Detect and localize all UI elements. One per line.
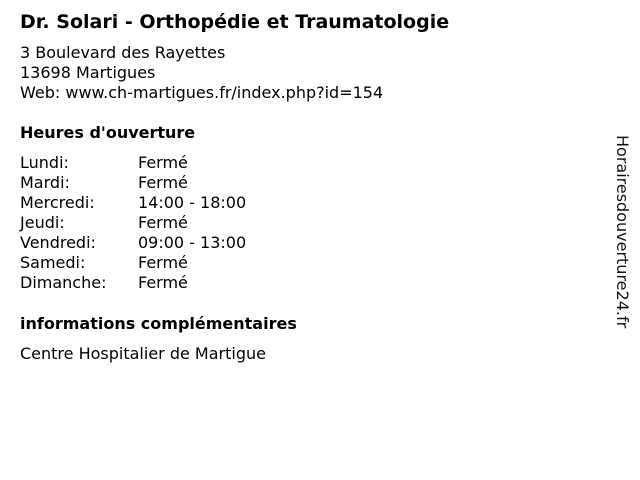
- opening-hours-table: [20, 153, 246, 293]
- day-hours: 09:00 - 13:00: [138, 233, 247, 252]
- city-postal: 13698 Martigues: [20, 63, 156, 82]
- hours-row-saturday: [20, 253, 246, 273]
- day-label: Samedi:: [20, 253, 86, 272]
- hours-row-thursday: [20, 213, 246, 233]
- day-hours: Fermé: [138, 273, 188, 292]
- hours-row-wednesday: [20, 193, 246, 213]
- day-label: Dimanche:: [20, 273, 107, 292]
- day-label: Lundi:: [20, 153, 69, 172]
- day-label: Mercredi:: [20, 193, 95, 212]
- address-block: [20, 43, 383, 103]
- hours-row-sunday: [20, 273, 246, 293]
- site-brand-vertical: Horairesdouverture24.fr: [613, 135, 632, 329]
- day-label: Mardi:: [20, 173, 70, 192]
- additional-info-text: Centre Hospitalier de Martigue: [20, 344, 266, 363]
- day-label: Jeudi:: [20, 213, 65, 232]
- day-hours: Fermé: [138, 213, 188, 232]
- day-label: Vendredi:: [20, 233, 96, 252]
- additional-info-heading: informations complémentaires: [20, 314, 297, 333]
- page-title: Dr. Solari - Orthopédie et Traumatologie: [20, 11, 450, 33]
- day-hours: Fermé: [138, 153, 188, 172]
- day-hours: Fermé: [138, 253, 188, 272]
- website: Web: www.ch-martigues.fr/index.php?id=154: [20, 83, 384, 102]
- day-hours: 14:00 - 18:00: [138, 193, 247, 212]
- hours-row-friday: [20, 233, 246, 253]
- hours-row-tuesday: [20, 173, 246, 193]
- street-address: 3 Boulevard des Rayettes: [20, 43, 226, 62]
- hours-row-monday: [20, 153, 246, 173]
- opening-hours-heading: Heures d'ouverture: [20, 123, 196, 142]
- day-hours: Fermé: [138, 173, 188, 192]
